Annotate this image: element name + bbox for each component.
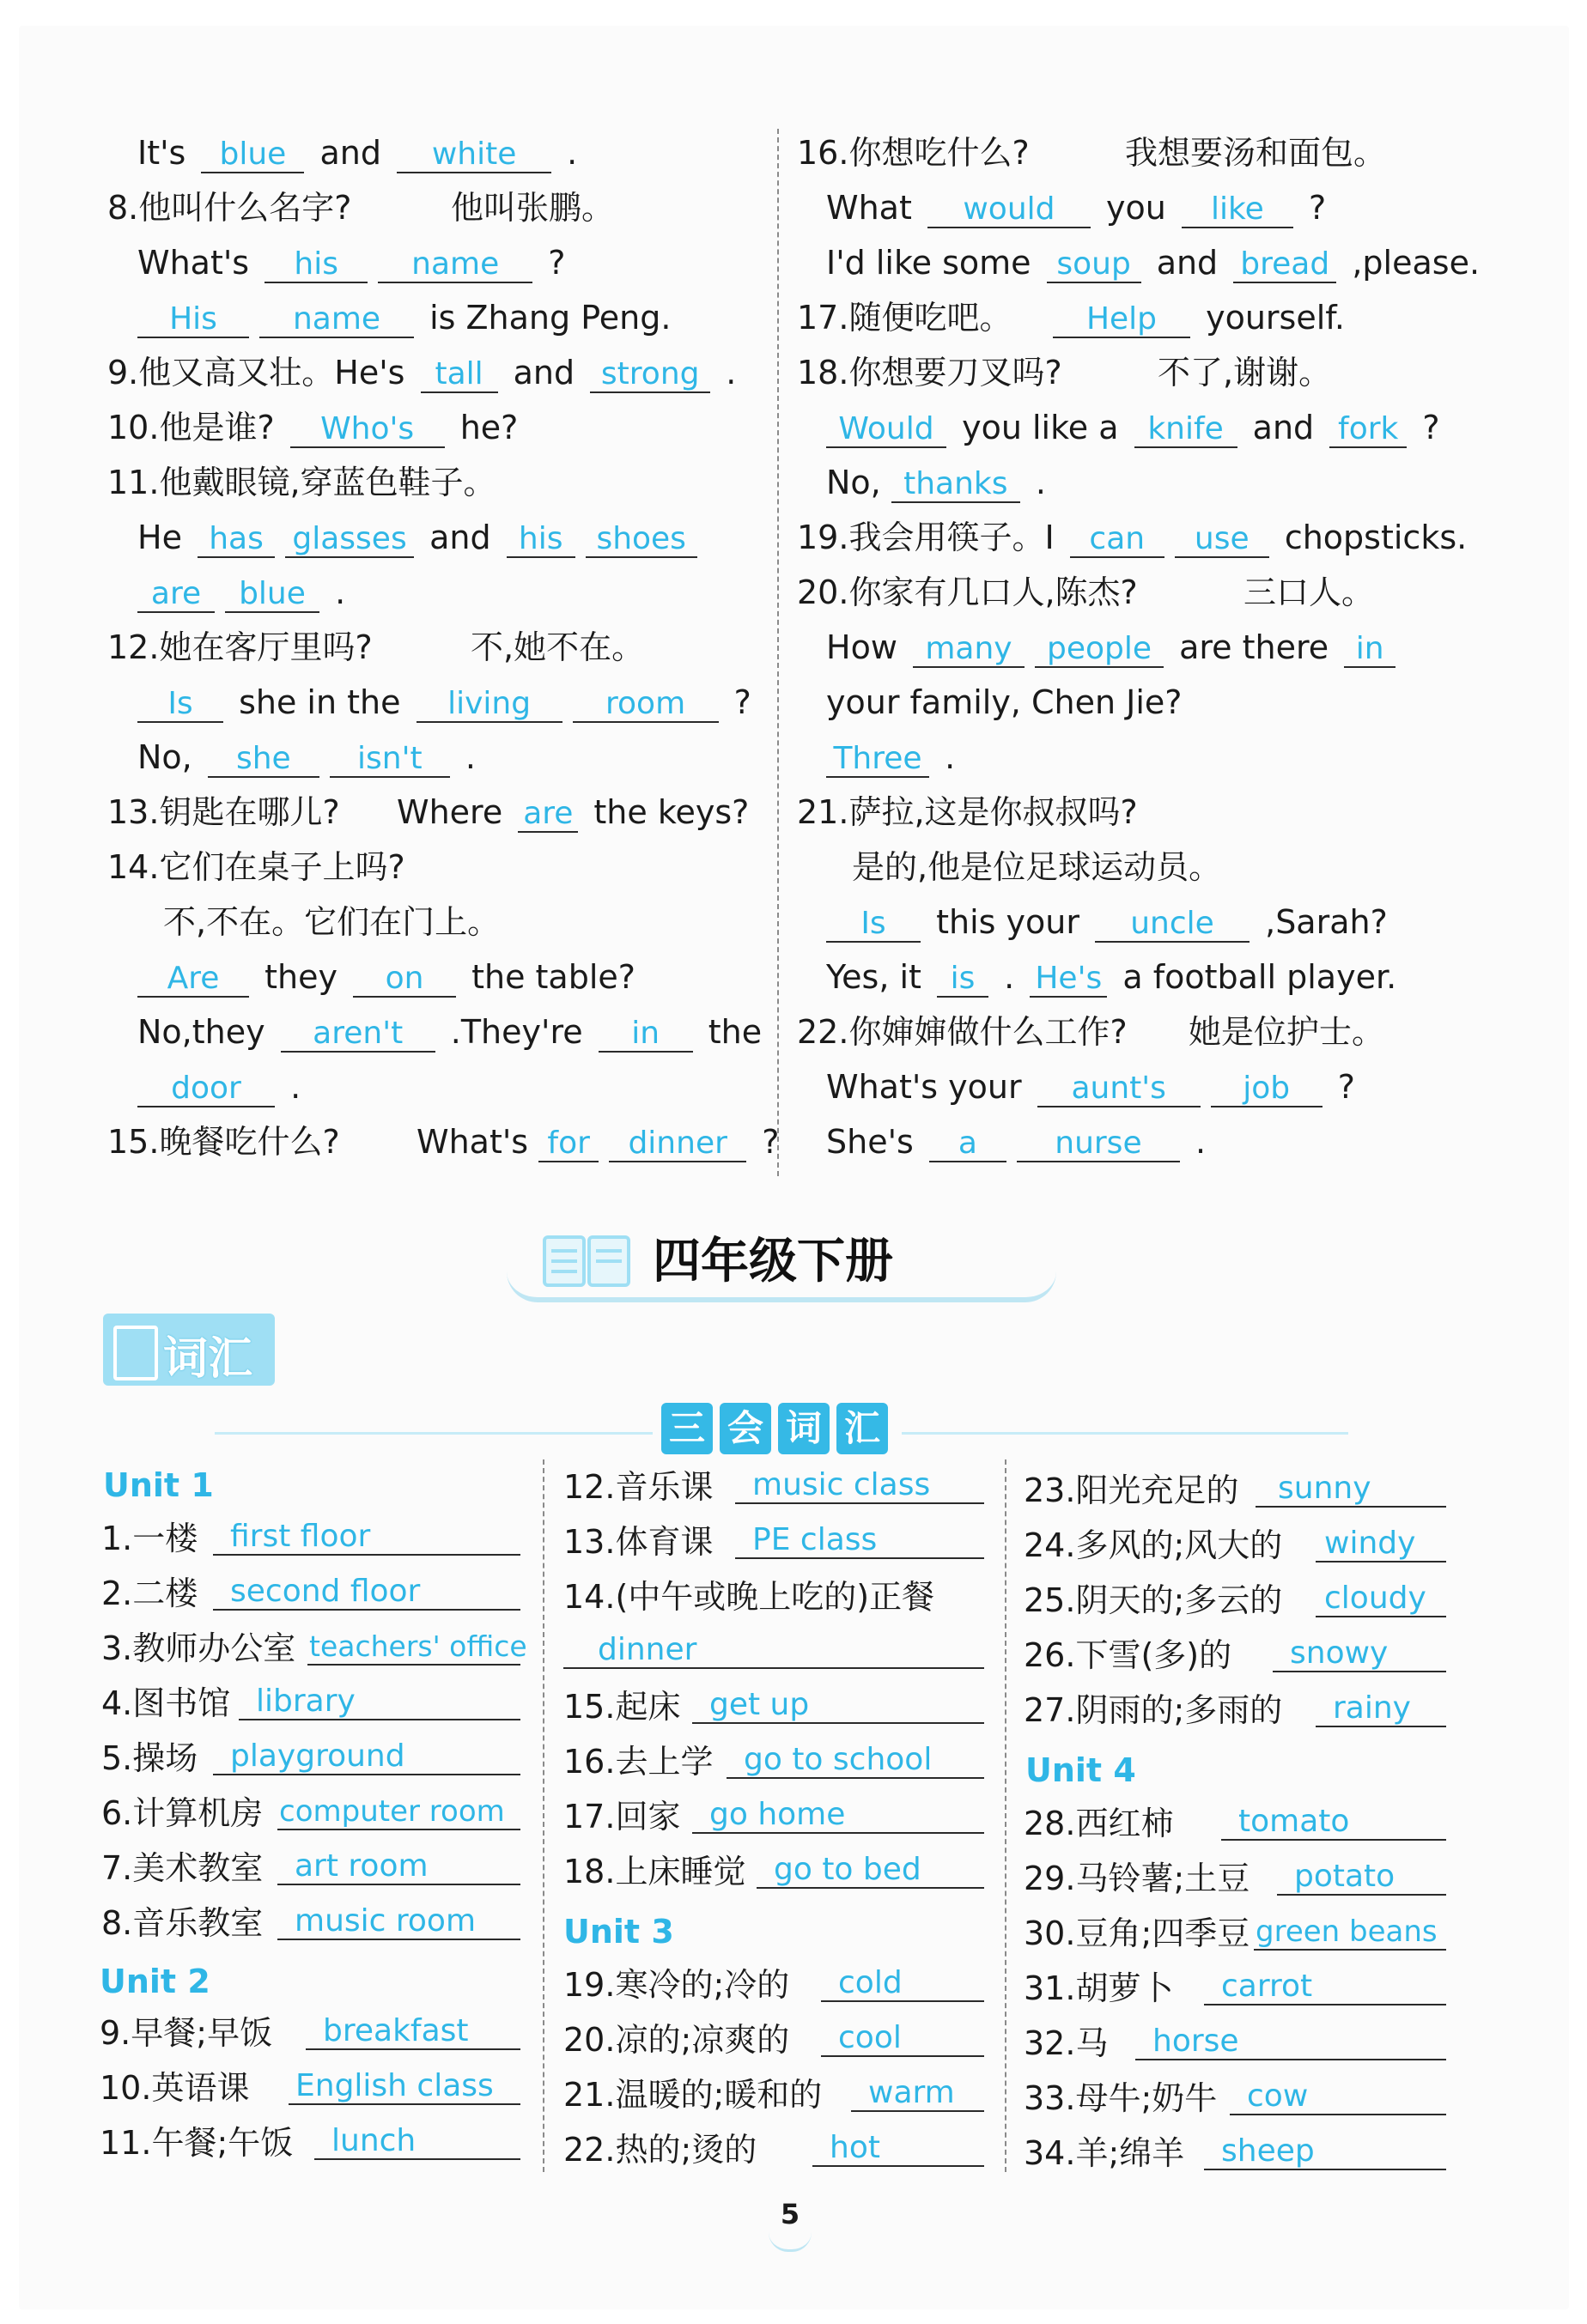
vocab-chinese: 早餐;早饭 <box>131 2014 273 2052</box>
chinese-prompt: 三口人。 <box>1243 573 1375 611</box>
vocab-number: 6. <box>101 1794 133 1832</box>
vocab-chinese: 操场 <box>132 1739 198 1777</box>
answer-blank: shoes <box>586 522 697 558</box>
chinese-prompt: 她在客厅里吗? <box>159 628 373 666</box>
vocab-chinese: 阳光充足的 <box>1075 1471 1239 1509</box>
sentence-text: . <box>325 573 346 611</box>
banner-chip: 会 <box>720 1403 771 1454</box>
chinese-prompt: 她是位护士。 <box>1189 1013 1385 1051</box>
vocab-answer: potato <box>1277 1858 1446 1896</box>
chinese-prompt: 我想要汤和面包。 <box>1125 134 1387 172</box>
vocab-answer: warm <box>851 2074 984 2112</box>
vocab-answer: sheep <box>1204 2133 1446 2170</box>
sentence-text: . <box>934 738 956 776</box>
answer-blank: in <box>1344 632 1395 668</box>
vocab-answer: carrot <box>1204 1968 1446 2005</box>
chinese-prompt: 他戴眼镜,穿蓝色鞋子。 <box>159 464 496 501</box>
vocab-answer: go to school <box>727 1741 984 1779</box>
answer-blank: his <box>507 522 575 558</box>
answer-blank: has <box>198 522 275 558</box>
vocab-answer: go to bed <box>757 1851 984 1889</box>
vocab-row <box>1024 1633 1446 1678</box>
sentence-text: you <box>1095 189 1177 227</box>
answer-blank: like <box>1182 192 1293 228</box>
vocab-number: 13. <box>563 1523 616 1561</box>
question-number: 9. <box>107 354 139 391</box>
sentence-text: ? <box>751 1123 780 1161</box>
vocab-answer: PE class <box>735 1521 984 1559</box>
banner-chip: 词 <box>778 1403 830 1454</box>
chinese-prompt: 它们在桌子上吗? <box>159 848 405 886</box>
vocab-row <box>1024 1688 1446 1732</box>
answer-blank: is <box>937 962 988 998</box>
answer-blank: blue <box>201 137 304 173</box>
vocab-row <box>1024 1801 1446 1846</box>
vocab-answer: lunch <box>314 2122 520 2160</box>
chinese-prompt: 你家有几口人,陈杰? <box>848 573 1138 611</box>
answer-blank: Is <box>137 687 223 723</box>
vocab-number: 18. <box>563 1853 616 1890</box>
vocab-chinese: (中午或晚上吃的)正餐 <box>615 1578 935 1616</box>
vocab-answer: computer room <box>277 1793 520 1830</box>
chinese-prompt: 他是谁? <box>159 409 275 446</box>
vocab-number: 17. <box>563 1798 616 1836</box>
vocab-answer: music room <box>277 1902 520 1940</box>
vocab-number: 16. <box>563 1743 616 1781</box>
answer-blank: living <box>417 687 562 723</box>
vocab-chinese: 多风的;风大的 <box>1075 1526 1283 1564</box>
answer-blank: fork <box>1329 412 1407 448</box>
answer-blank: nurse <box>1017 1126 1180 1162</box>
answer-blank: his <box>264 247 368 283</box>
sentence-text: What's <box>137 244 260 282</box>
chinese-prompt: 晚餐吃什么? <box>159 1123 340 1161</box>
sentence-text: and <box>502 354 586 391</box>
vocab-number: 32. <box>1024 2024 1076 2062</box>
vocab-chinese: 音乐教室 <box>132 1904 264 1942</box>
sentence-text: She's <box>826 1123 924 1161</box>
answer-blank: knife <box>1134 412 1237 448</box>
vocab-number: 8. <box>101 1904 133 1942</box>
vocab-answer: get up <box>692 1686 984 1724</box>
vocab-number: 5. <box>101 1739 133 1777</box>
sentence-text: What <box>826 189 922 227</box>
vocab-answer: library <box>239 1683 520 1720</box>
vocab-number: 7. <box>101 1849 133 1887</box>
vocab-answer: hot <box>812 2129 984 2167</box>
vocab-number: 15. <box>563 1688 616 1726</box>
answer-blank: in <box>599 1016 693 1053</box>
sentence-text: Where <box>397 793 514 831</box>
chinese-prompt: 是的,他是位足球运动员。 <box>852 848 1222 886</box>
answer-blank: Who's <box>290 412 445 448</box>
vocab-chinese: 回家 <box>615 1798 681 1836</box>
sentence-text: ? <box>1327 1068 1355 1106</box>
sentence-text: No, <box>826 464 891 501</box>
vocab-chinese: 体育课 <box>615 1523 714 1561</box>
answer-blank: for <box>538 1126 599 1162</box>
vocab-answer: breakfast <box>306 2012 520 2050</box>
vocab-number: 33. <box>1024 2079 1076 2117</box>
unit-heading: Unit 2 <box>100 1963 210 2000</box>
answer-blank: soup <box>1047 247 1141 283</box>
sentence-text: the <box>697 1013 763 1051</box>
sentence-text: . <box>280 1068 301 1106</box>
vocab-number: 28. <box>1024 1805 1076 1842</box>
question-number: 15. <box>107 1123 160 1161</box>
unit-heading: Unit 1 <box>103 1466 214 1504</box>
sentence-text: He's <box>334 354 416 391</box>
answer-blank: can <box>1070 522 1164 558</box>
vocab-answer: cow <box>1230 2078 1446 2115</box>
vocab-number: 19. <box>563 1966 616 2004</box>
vocab-row <box>1024 2131 1446 2175</box>
chinese-prompt: 不了,谢谢。 <box>1158 354 1332 391</box>
answer-blank: Is <box>826 907 921 943</box>
sentence-text: No,they <box>137 1013 276 1051</box>
chinese-prompt: 萨拉,这是你叔叔吗? <box>848 793 1138 831</box>
sentence-text: and <box>309 134 392 172</box>
sentence-text: No, <box>137 738 203 776</box>
answer-blank: Are <box>137 962 249 998</box>
answer-blank: people <box>1035 632 1164 668</box>
vocab-chinese: 美术教室 <box>132 1849 264 1887</box>
vocab-number: 30. <box>1024 1914 1076 1952</box>
vocab-answer: sunny <box>1256 1470 1446 1508</box>
vocab-number: 3. <box>101 1629 133 1667</box>
vocab-row <box>1024 1578 1446 1623</box>
vocab-chinese: 胡萝卜 <box>1075 1969 1174 2007</box>
vocab-row <box>1024 1856 1446 1901</box>
answer-blank: door <box>137 1071 275 1107</box>
vocab-answer: playground <box>213 1738 520 1775</box>
question-number: 18. <box>797 354 849 391</box>
vocab-answer: first floor <box>213 1518 520 1556</box>
answer-blank: a <box>929 1126 1006 1162</box>
answer-blank: are <box>518 797 578 833</box>
chinese-prompt: 你婶婶做什么工作? <box>848 1013 1128 1051</box>
sentence-text: this your <box>926 903 1091 941</box>
sentence-text: and <box>419 519 502 556</box>
answer-blank: job <box>1211 1071 1322 1107</box>
sentence-text: the table? <box>461 958 635 996</box>
answer-blank: are <box>137 577 215 613</box>
sentence-text: your family, Chen Jie? <box>826 683 1183 721</box>
vocab-row <box>1024 2021 1446 2066</box>
sentence-text: they <box>254 958 349 996</box>
answer-blank: His <box>137 302 249 338</box>
sentence-text: It's <box>137 134 197 172</box>
sentence-text: chopsticks. <box>1274 519 1468 556</box>
vocab-chinese: 阴雨的;多雨的 <box>1075 1691 1283 1729</box>
answer-blank: dinner <box>609 1126 746 1162</box>
sentence-text: ,Sarah? <box>1255 903 1388 941</box>
vocab-number: 9. <box>100 2014 131 2052</box>
vocab-chinese: 马 <box>1075 2024 1109 2062</box>
vocab-chinese: 二楼 <box>132 1575 198 1612</box>
vocab-number: 20. <box>563 2021 616 2059</box>
answer-blank: thanks <box>891 467 1020 503</box>
sentence-text: ? <box>538 244 566 282</box>
vocab-number: 27. <box>1024 1691 1076 1729</box>
vocab-answer: second floor <box>213 1573 520 1611</box>
vocab-number: 22. <box>563 2131 616 2169</box>
vocab-chinese: 计算机房 <box>132 1794 264 1832</box>
sentence-text: the keys? <box>583 793 750 831</box>
question-number: 10. <box>107 409 160 446</box>
vocab-chinese: 午餐;午饭 <box>151 2124 294 2162</box>
answer-blank: on <box>353 962 456 998</box>
vocab-chinese: 热的;烫的 <box>615 2131 757 2169</box>
vocab-number: 29. <box>1024 1860 1076 1897</box>
vocab-answer: green beans <box>1254 1913 1446 1951</box>
badge-label: 词汇 <box>163 1333 253 1385</box>
answer-blank: uncle <box>1095 907 1250 943</box>
vocab-row <box>1024 1966 1446 2011</box>
sentence-text: is Zhang Peng. <box>419 299 672 337</box>
vocab-number: 24. <box>1024 1526 1076 1564</box>
vocab-answer: rainy <box>1316 1690 1446 1727</box>
section-title-text: 四年级下册 <box>653 1233 893 1289</box>
sentence-text: . <box>715 354 737 391</box>
answer-blank: He's <box>1030 962 1107 998</box>
answer-blank: Three <box>826 742 929 778</box>
answer-blank: aren't <box>281 1016 435 1053</box>
vocab-number: 2. <box>101 1575 133 1612</box>
sentence-text: .They're <box>440 1013 593 1051</box>
answer-blank: name <box>378 247 532 283</box>
sentence-text: a football player. <box>1112 958 1397 996</box>
chinese-prompt: 你想吃什么? <box>848 134 1030 172</box>
vocab-row <box>1024 1911 1446 1956</box>
vocab-chinese: 一楼 <box>132 1520 198 1557</box>
vocab-answer: snowy <box>1273 1635 1446 1672</box>
vocab-chinese: 温暖的;暖和的 <box>615 2076 823 2114</box>
sentence-text: are there <box>1168 628 1340 666</box>
chinese-prompt: 他又高又壮。 <box>138 354 335 391</box>
sentence-text: yourself. <box>1195 299 1345 337</box>
vocab-answer: English class <box>289 2067 520 2105</box>
answer-blank: would <box>927 192 1091 228</box>
sentence-text: ,please. <box>1341 244 1481 282</box>
sentence-text: and <box>1242 409 1325 446</box>
vocab-answer: art room <box>277 1848 520 1885</box>
vocab-chinese: 豆角;四季豆 <box>1075 1914 1250 1952</box>
sentence-text: How <box>826 628 908 666</box>
unit-heading: Unit 4 <box>1025 1751 1136 1789</box>
vocab-row <box>1024 1523 1446 1568</box>
vocab-number: 4. <box>101 1684 133 1722</box>
vocab-number: 21. <box>563 2076 616 2114</box>
answer-blank: white <box>397 137 551 173</box>
question-number: 20. <box>797 573 849 611</box>
chinese-prompt: 你想要刀叉吗? <box>848 354 1062 391</box>
chinese-prompt: 随便吃吧。 <box>848 299 1012 337</box>
question-number: 12. <box>107 628 160 666</box>
question-number: 21. <box>797 793 849 831</box>
vocab-chinese: 上床睡觉 <box>615 1853 746 1890</box>
vocab-number: 12. <box>563 1468 616 1506</box>
vocab-number: 23. <box>1024 1471 1076 1509</box>
question-number: 14. <box>107 848 160 886</box>
answer-blank: Help <box>1053 302 1190 338</box>
vocab-number: 14. <box>563 1578 616 1616</box>
answer-blank: use <box>1175 522 1269 558</box>
answer-blank: many <box>913 632 1025 668</box>
answer-blank: glasses <box>285 522 414 558</box>
answer-blank: she <box>208 742 319 778</box>
sentence-text: and <box>1146 244 1229 282</box>
vocab-answer: cloudy <box>1316 1580 1446 1617</box>
vocab-answer: cold <box>821 1964 984 2002</box>
question-number: 19. <box>797 519 849 556</box>
answer-blank: strong <box>590 357 710 393</box>
sentence-text: Yes, it <box>826 958 933 996</box>
answer-blank: isn't <box>330 742 450 778</box>
sentence-text: He <box>137 519 193 556</box>
answer-blank: Would <box>826 412 946 448</box>
sentence-text: What's <box>417 1123 539 1161</box>
unit-heading: Unit 3 <box>563 1913 674 1951</box>
vocab-number: 10. <box>100 2069 152 2107</box>
page-number: 5 <box>780 2198 800 2230</box>
vocab-number: 1. <box>101 1520 133 1557</box>
question-number: 8. <box>107 189 139 227</box>
sentence-text: she in the <box>228 683 411 721</box>
question-number: 11. <box>107 464 160 501</box>
sentence-text: I'd like some <box>826 244 1042 282</box>
sentence-text: ? <box>1298 189 1327 227</box>
chinese-prompt: 他叫什么名字? <box>138 189 352 227</box>
chinese-prompt: 不,不在。它们在门上。 <box>163 903 501 941</box>
vocab-number: 25. <box>1024 1581 1076 1619</box>
vocab-answer: music class <box>735 1466 984 1504</box>
answer-blank: aunt's <box>1037 1071 1201 1107</box>
sentence-text: . <box>454 738 477 776</box>
sentence-text: ? <box>1412 409 1440 446</box>
vocab-chinese: 起床 <box>615 1688 681 1726</box>
answer-blank: blue <box>225 577 319 613</box>
vocab-chinese: 下雪(多)的 <box>1075 1636 1232 1674</box>
vocab-chinese: 去上学 <box>615 1743 714 1781</box>
vocab-number: 26. <box>1024 1636 1076 1674</box>
chinese-prompt: 钥匙在哪儿? <box>159 793 340 831</box>
vocab-answer: cool <box>821 2019 984 2057</box>
vocab-number: 11. <box>100 2124 152 2162</box>
vocab-answer: horse <box>1135 2023 1446 2060</box>
chinese-prompt: 他叫张鹏。 <box>451 189 615 227</box>
sentence-text: What's your <box>826 1068 1032 1106</box>
vocab-chinese: 西红柿 <box>1075 1805 1174 1842</box>
vocab-chinese: 羊;绵羊 <box>1075 2134 1185 2172</box>
sentence-text: you like a <box>952 409 1129 446</box>
vocab-chinese: 音乐课 <box>615 1468 714 1506</box>
answer-blank: room <box>573 687 719 723</box>
question-number: 17. <box>797 299 849 337</box>
question-number: 13. <box>107 793 160 831</box>
vocab-chinese: 寒冷的;冷的 <box>615 1966 790 2004</box>
vocab-number: 31. <box>1024 1969 1076 2007</box>
sentence-text: ? <box>723 683 751 721</box>
question-number: 22. <box>797 1013 849 1051</box>
vocab-row <box>1024 2076 1446 2121</box>
vocab-chinese: 教师办公室 <box>132 1629 296 1667</box>
sentence-text: . <box>556 134 578 172</box>
vocab-chinese: 英语课 <box>151 2069 250 2107</box>
vocab-chinese: 马铃薯;土豆 <box>1075 1860 1250 1897</box>
vocab-chinese: 凉的;凉爽的 <box>615 2021 790 2059</box>
sentence-text: . <box>994 958 1025 996</box>
vocab-answer: dinner <box>563 1631 984 1669</box>
answer-blank: name <box>259 302 414 338</box>
sentence-text: he? <box>449 409 519 446</box>
sentence-text: I <box>1044 519 1065 556</box>
vocab-chinese: 阴天的;多云的 <box>1075 1581 1283 1619</box>
vocab-chinese: 图书馆 <box>132 1684 231 1722</box>
vocab-number: 34. <box>1024 2134 1076 2172</box>
vocab-answer: windy <box>1316 1525 1446 1562</box>
banner-chip: 三 <box>661 1403 713 1454</box>
sentence-text: . <box>1025 464 1047 501</box>
sentence-text: . <box>1184 1123 1207 1161</box>
chinese-prompt: 不,她不在。 <box>471 628 645 666</box>
vocab-answer: go home <box>692 1796 984 1834</box>
answer-blank: bread <box>1233 247 1336 283</box>
question-number: 16. <box>797 134 849 172</box>
vocab-answer: tomato <box>1221 1803 1446 1841</box>
chinese-prompt: 我会用筷子。 <box>848 519 1045 556</box>
vocab-answer: teachers' office <box>307 1628 520 1666</box>
banner-chip: 汇 <box>836 1403 888 1454</box>
vocab-row <box>1024 1468 1446 1513</box>
vocab-chinese: 母牛;奶牛 <box>1075 2079 1218 2117</box>
answer-blank: tall <box>421 357 498 393</box>
